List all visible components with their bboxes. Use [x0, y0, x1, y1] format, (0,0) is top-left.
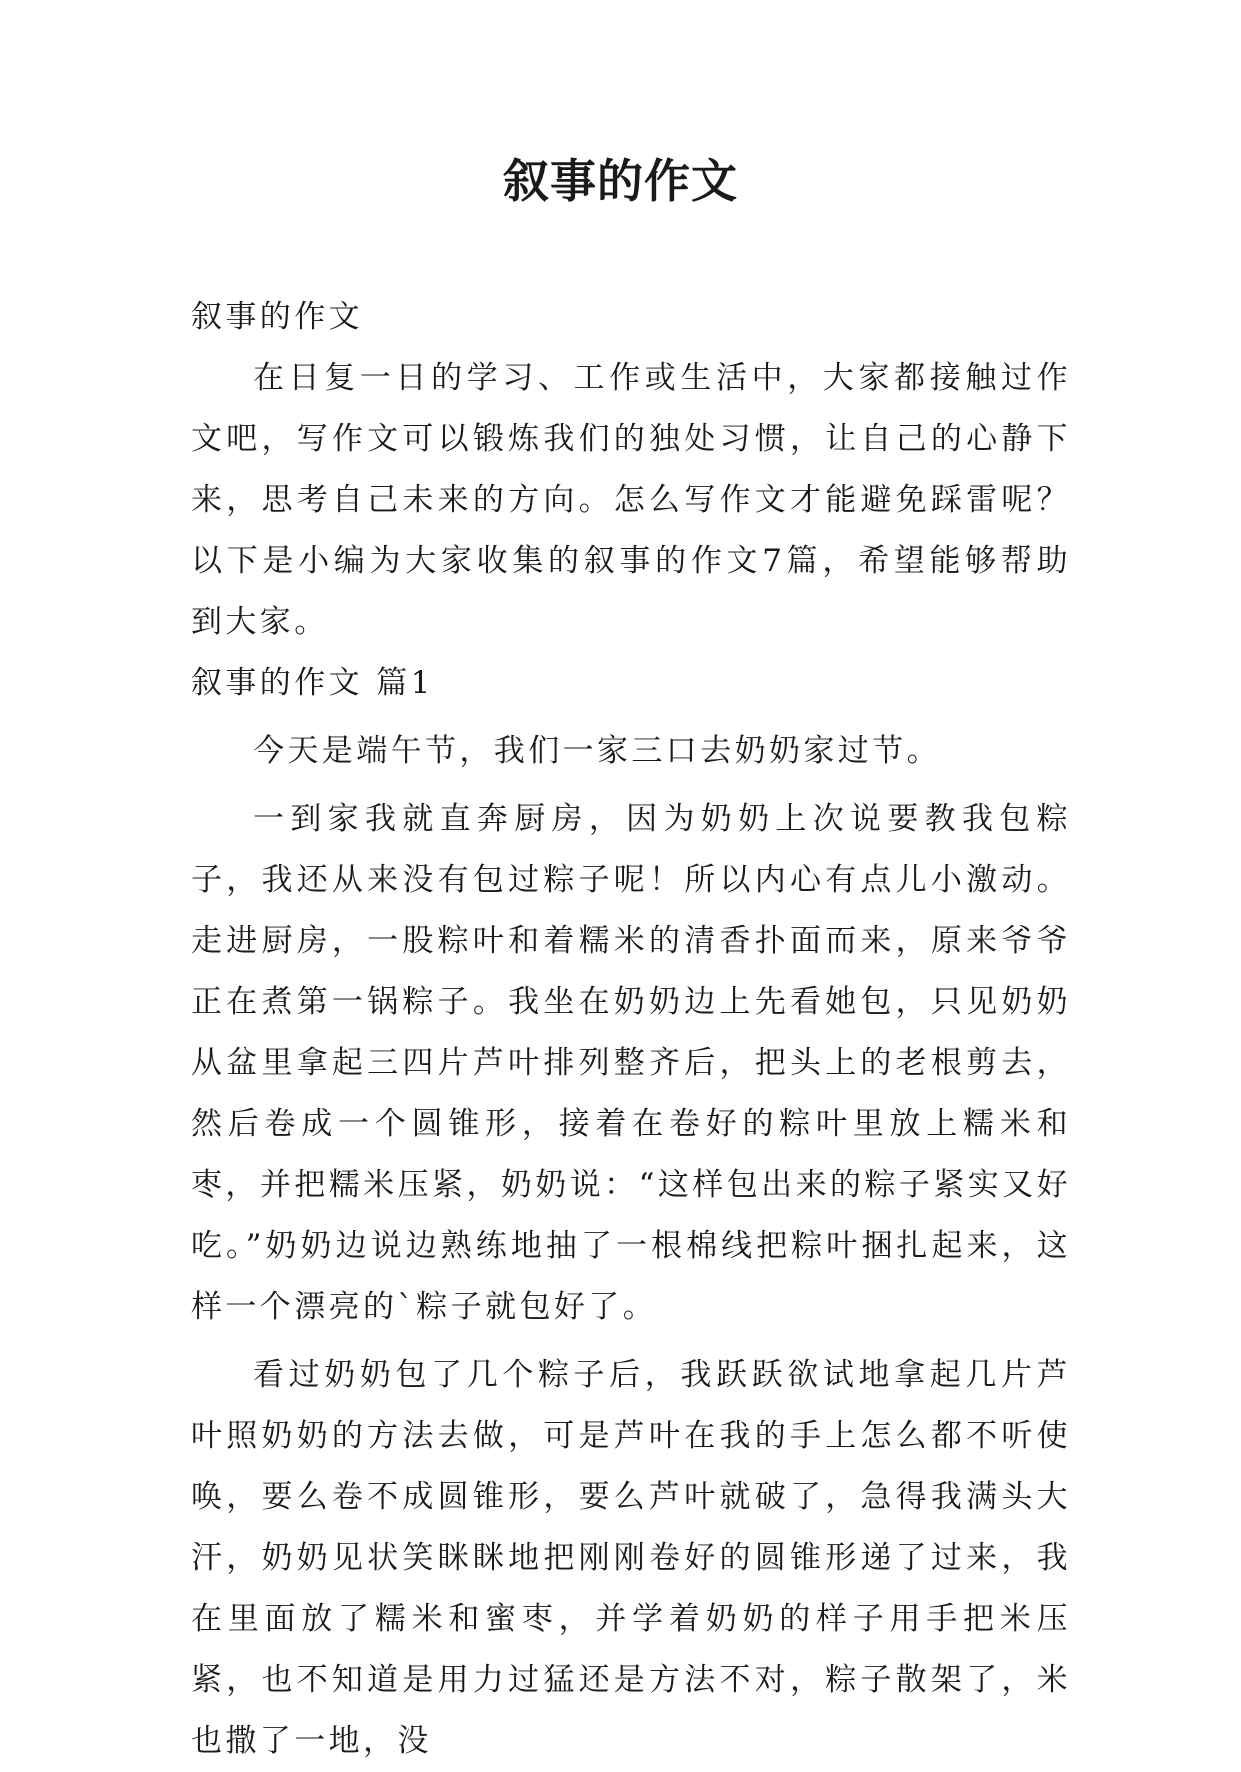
body-paragraph: 看过奶奶包了几个粽子后，我跃跃欲试地拿起几片芦叶照奶奶的方法去做，可是芦叶在我的手上怎么都不听使唤，要么卷不成圆锥形，要么芦叶就破了，急得我满头大汗，奶奶见状笑眯眯地把刚刚卷好的圆锥形递了过来，我在里面放了糯米和蜜枣，并学着奶奶的样子用手把米压紧，也不知道是用力过猛还是方法不对，粽子散架了，米也撒了一地，没 — [191, 1357, 1071, 1759]
section-heading: 叙事的作文 篇1 — [191, 665, 434, 701]
body-paragraph: 一到家我就直奔厨房，因为奶奶上次说要教我包粽子，我还从来没有包过粽子呢！所以内心有点儿小激动。走进厨房，一股粽叶和着糯米的清香扑面而来，原来爷爷正在煮第一锅粽子。我坐在奶奶边上先看她包，只见奶奶从盆里拿起三四片芦叶排列整齐后，把头上的老根剪去，然后卷成一个圆锥形，接着在卷好的粽叶里放上糯米和枣，并把糯米压紧，奶奶说：“这样包出来的粽子紧实又好吃。”奶奶边说边熟练地抽了一根棉线把粽叶捆扎起来，这样一个漂亮的`粽子就包好了。 — [191, 801, 1071, 1325]
document-title: 叙事的作文 — [503, 154, 738, 208]
intro-heading: 叙事的作文 — [191, 299, 363, 335]
intro-paragraph: 在日复一日的学习、工作或生活中，大家都接触过作文吧，写作文可以锻炼我们的独处习惯，让自己的心静下来，思考自己未来的方向。怎么写作文才能避免踩雷呢？以下是小编为大家收集的叙事的作文7篇，希望能够帮助到大家。 — [191, 360, 1071, 640]
document-body — [191, 287, 1071, 1772]
body-paragraph: 今天是端午节，我们一家三口去奶奶家过节。 — [253, 733, 941, 769]
